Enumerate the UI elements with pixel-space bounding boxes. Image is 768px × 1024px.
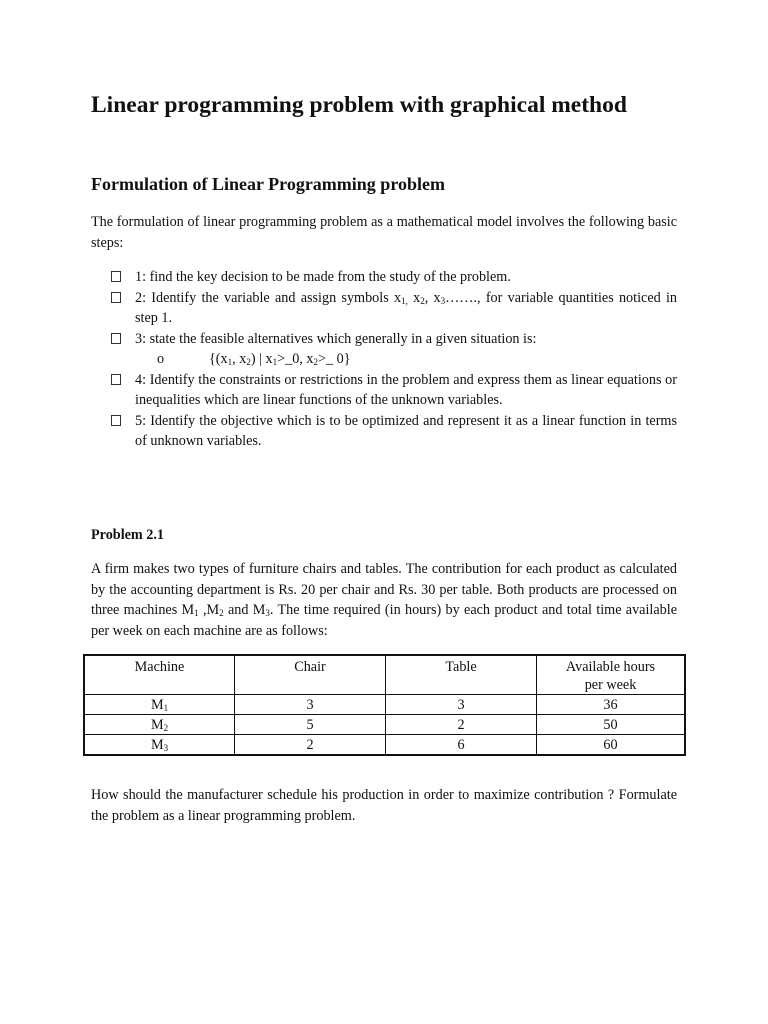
step-3-sub-item	[91, 349, 677, 370]
table-row	[84, 695, 685, 715]
cell-hours: 50	[537, 715, 686, 735]
cell-table: 2	[386, 715, 537, 735]
cell-machine: $M_1$	[84, 695, 235, 715]
cell-table: 3	[386, 695, 537, 715]
step-2	[91, 288, 677, 329]
checkbox-bullet-icon	[111, 292, 121, 303]
step-4-text: 4: Identify the constraints or restrictions in the problem and express them as linear equations or inequalities which are linear functions of the unknown variables.	[135, 371, 677, 408]
checkbox-bullet-icon	[111, 374, 121, 385]
cell-machine: $M_3$	[84, 735, 235, 756]
steps-list	[91, 267, 677, 452]
table-row	[84, 735, 685, 756]
step-3-text: 3: state the feasible alternatives which generally in a given situation is:	[135, 330, 537, 347]
cell-hours: 60	[537, 735, 686, 756]
header-available-hours: Available hours per week	[537, 655, 686, 695]
problem-title: Problem 2.1	[91, 527, 165, 543]
step-1	[91, 267, 677, 288]
problem-paragraph: A firm makes two types of furniture chairs and tables. The contribution for each product as calculated by the accounting department is Rs. 20 per chair and Rs. 30 per table. Both products are processed on three machines $M_1$ $,M_2$ and $M_3$. The time required (in hours) by each product and total time available per week on each machine are as follows:	[91, 561, 677, 639]
intro-paragraph: The formulation of linear programming problem as a mathematical model involves the following basic steps:	[91, 214, 677, 251]
step-4	[91, 370, 677, 411]
cell-chair: 2	[235, 735, 386, 756]
header-table: Table	[386, 655, 537, 695]
step-5-text: 5: Identify the objective which is to be optimized and represent it as a linear function in terms of unknown variables.	[135, 412, 677, 449]
checkbox-bullet-icon	[111, 415, 121, 426]
checkbox-bullet-icon	[111, 271, 121, 282]
checkbox-bullet-icon	[111, 333, 121, 344]
cell-table: 6	[386, 735, 537, 756]
cell-chair: 5	[235, 715, 386, 735]
step-1-text: 1: find the key decision to be made from the study of the problem.	[135, 269, 511, 285]
machine-hours-table	[83, 654, 686, 756]
header-chair: Chair	[235, 655, 386, 695]
sub-bullet-marker: o	[157, 351, 165, 367]
cell-machine: $M_2$	[84, 715, 235, 735]
closing-paragraph: How should the manufacturer schedule his production in order to maximize contribution ? Formulate the problem as a linear programming problem.	[91, 787, 677, 824]
table-header-row	[84, 655, 685, 695]
step-5	[91, 411, 677, 452]
step-3	[91, 329, 677, 350]
page-title: Linear programming problem with graphical method	[91, 92, 627, 118]
cell-hours: 36	[537, 695, 686, 715]
header-machine: Machine	[84, 655, 235, 695]
cell-chair: 3	[235, 695, 386, 715]
feasible-set-text: {($x_1$, $x_2$) | $x_1>\_0$, $x_2>\_$ 0}	[209, 351, 351, 367]
step-2-text: 2: Identify the variable and assign symbols $x_{1,}$ $x_2$, $x_3\dots\dots$., for variable quantities noticed in step 1.	[135, 289, 678, 326]
table-row	[84, 715, 685, 735]
section-title: Formulation of Linear Programming problem	[91, 174, 445, 194]
